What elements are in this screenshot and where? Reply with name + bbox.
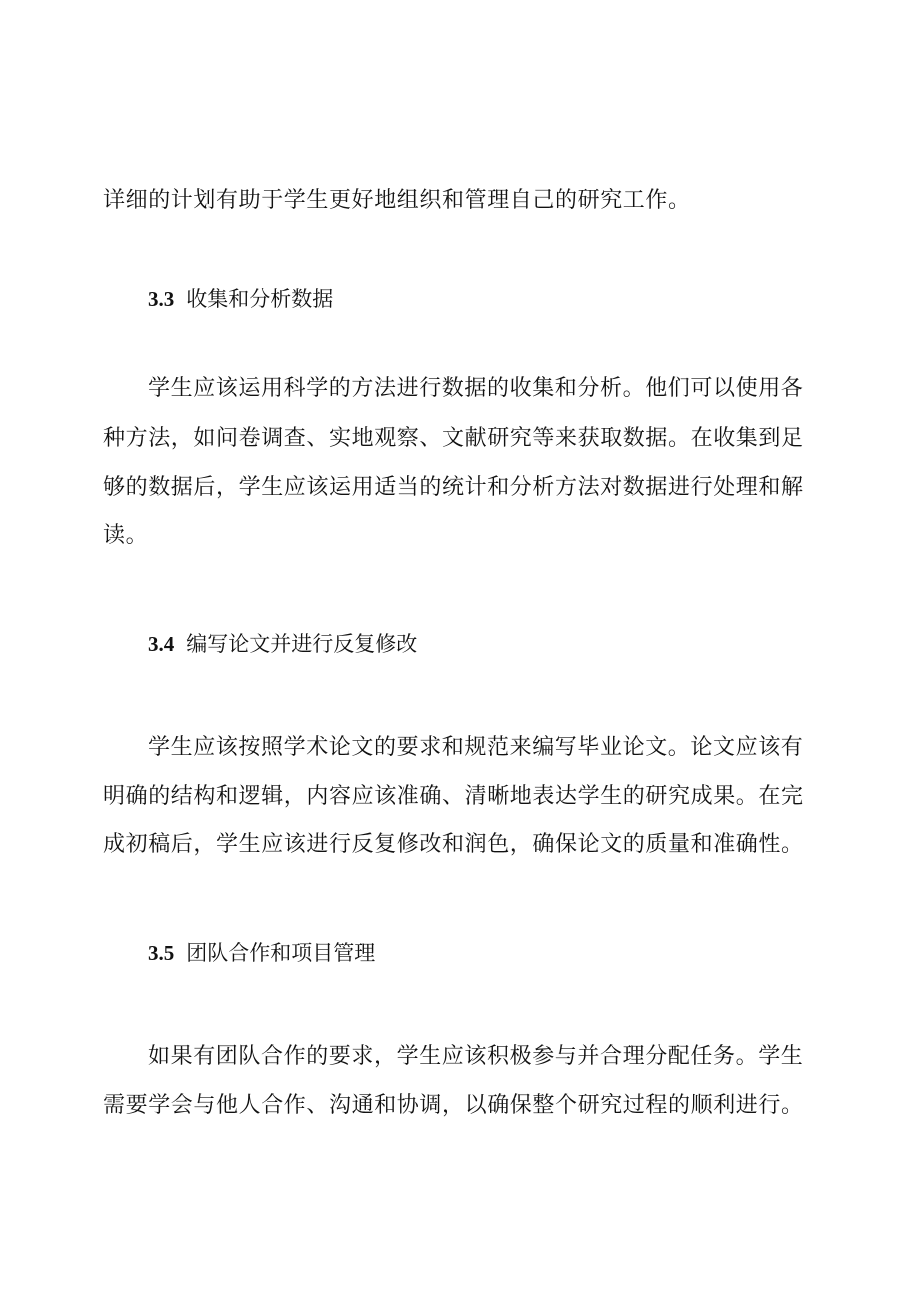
paragraph-line: 读。 [103, 523, 149, 548]
section-heading-3-4 [148, 629, 417, 659]
section-number: 3.4 [148, 632, 175, 656]
paragraph-line: 学生应该运用科学的方法进行数据的收集和分析。他们可以使用各 [148, 376, 804, 401]
section-number: 3.3 [148, 287, 175, 311]
paragraph-line: 成初稿后，学生应该进行反复修改和润色，确保论文的质量和准确性。 [103, 832, 804, 857]
paragraph-line: 如果有团队合作的要求，学生应该积极参与并合理分配任务。学生 [148, 1044, 804, 1069]
section-title: 收集和分析数据 [186, 287, 334, 311]
section-title: 团队合作和项目管理 [186, 941, 376, 965]
paragraph-line: 够的数据后，学生应该运用适当的统计和分析方法对数据进行处理和解 [103, 475, 804, 500]
paragraph-line: 种方法，如问卷调查、实地观察、文献研究等来获取数据。在收集到足 [103, 426, 804, 451]
intro-paragraph-line: 详细的计划有助于学生更好地组织和管理自己的研究工作。 [103, 188, 691, 213]
section-title: 编写论文并进行反复修改 [186, 632, 418, 656]
paragraph-line: 明确的结构和逻辑，内容应该准确、清晰地表达学生的研究成果。在完 [103, 784, 804, 809]
paragraph-line: 需要学会与他人合作、沟通和协调，以确保整个研究过程的顺利进行。 [103, 1093, 804, 1118]
section-heading-3-3 [148, 284, 333, 314]
section-number: 3.5 [148, 941, 175, 965]
section-heading-3-5 [148, 938, 375, 968]
paragraph-line: 学生应该按照学术论文的要求和规范来编写毕业论文。论文应该有 [148, 735, 804, 760]
